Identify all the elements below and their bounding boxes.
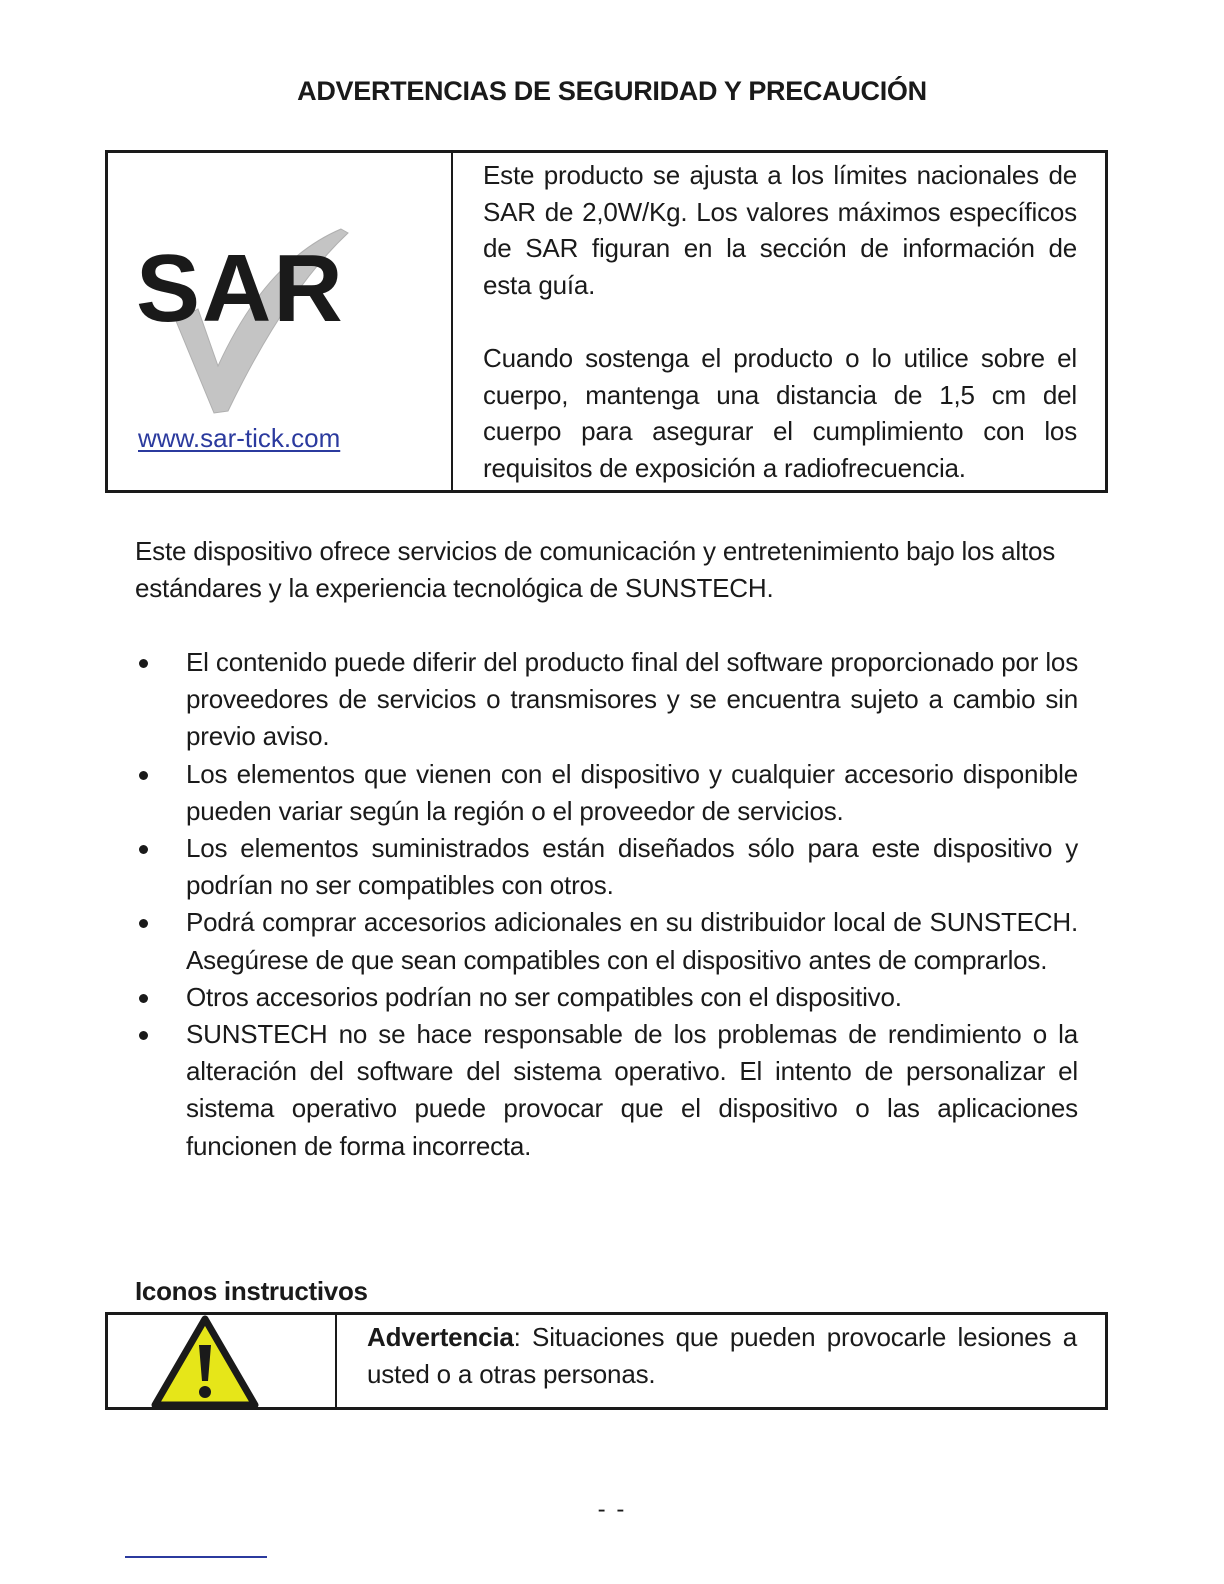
sar-logo-text: SAR	[136, 235, 345, 342]
bullet-icon	[139, 1031, 148, 1040]
list-item	[135, 904, 1078, 978]
list-item	[135, 644, 1078, 756]
warning-table	[105, 1312, 1108, 1410]
sar-logo-cell	[108, 153, 453, 490]
list-item	[135, 830, 1078, 904]
list-item	[135, 1016, 1078, 1165]
sar-tick-logo-icon	[136, 191, 376, 421]
icons-section-heading: Iconos instructivos	[135, 1276, 368, 1306]
bullet-icon	[139, 771, 148, 780]
warning-text-cell	[337, 1315, 1105, 1407]
sar-paragraph-distance: Cuando sostenga el producto o lo utilice sobre el cuerpo, mantenga una distancia de 1,5 cm del cuerpo para asegurar el cumplimiento con los requisitos de exposición a radiofrecuencia.	[483, 343, 1077, 483]
footnote-divider	[125, 1556, 267, 1558]
list-item-text: Podrá comprar accesorios adicionales en su distribuidor local de SUNSTECH. Asegúrese de que sean compatibles con el dispositivo antes de comprarlos.	[186, 907, 1078, 975]
page-number: - -	[597, 1496, 627, 1523]
sar-paragraph-limits: Este producto se ajusta a los límites nacionales de SAR de 2,0W/Kg. Los valores máximos específicos de SAR figuran en la sección de información de esta guía.	[483, 160, 1077, 300]
bullet-list	[135, 644, 1078, 1165]
list-item-text: El contenido puede diferir del producto final del software proporcionado por los proveedores de servicios o transmisores y se encuentra sujeto a cambio sin previo aviso.	[186, 647, 1078, 752]
list-item-text: Los elementos suministrados están diseñados sólo para este dispositivo y podrían no ser compatibles con otros.	[186, 833, 1078, 901]
sar-tick-link[interactable]: www.sar-tick.com	[138, 423, 341, 453]
list-item	[135, 979, 1078, 1016]
warning-description: Situaciones que pueden provocarle lesiones a usted o a otras personas.	[367, 1322, 1077, 1389]
list-item-text: SUNSTECH no se hace responsable de los problemas de rendimiento o la alteración del software del sistema operativo. El intento de personalizar el sistema operativo puede provocar que el dispositivo o las aplicaciones funcionen de forma incorrecta.	[186, 1019, 1078, 1161]
warning-separator: :	[513, 1322, 521, 1352]
bullet-icon	[139, 919, 148, 928]
sar-text-cell	[453, 153, 1105, 490]
warning-triangle-icon	[151, 1315, 259, 1409]
list-item-text: Otros accesorios podrían no ser compatibles con el dispositivo.	[186, 981, 902, 1012]
bullet-icon	[139, 994, 148, 1003]
bullet-icon	[139, 845, 148, 854]
list-item	[135, 756, 1078, 830]
warning-label: Advertencia	[367, 1322, 514, 1352]
page-title: ADVERTENCIAS DE SEGURIDAD Y PRECAUCIÓN	[297, 76, 927, 106]
warning-icon-cell	[108, 1315, 337, 1407]
intro-paragraph: Este dispositivo ofrece servicios de comunicación y entretenimiento bajo los altos estándares y la experiencia tecnológica de SUNSTECH.	[135, 536, 1056, 603]
sar-info-table	[105, 150, 1108, 493]
bullet-icon	[139, 659, 148, 668]
list-item-text: Los elementos que vienen con el dispositivo y cualquier accesorio disponible pueden variar según la región o el proveedor de servicios.	[186, 758, 1078, 826]
